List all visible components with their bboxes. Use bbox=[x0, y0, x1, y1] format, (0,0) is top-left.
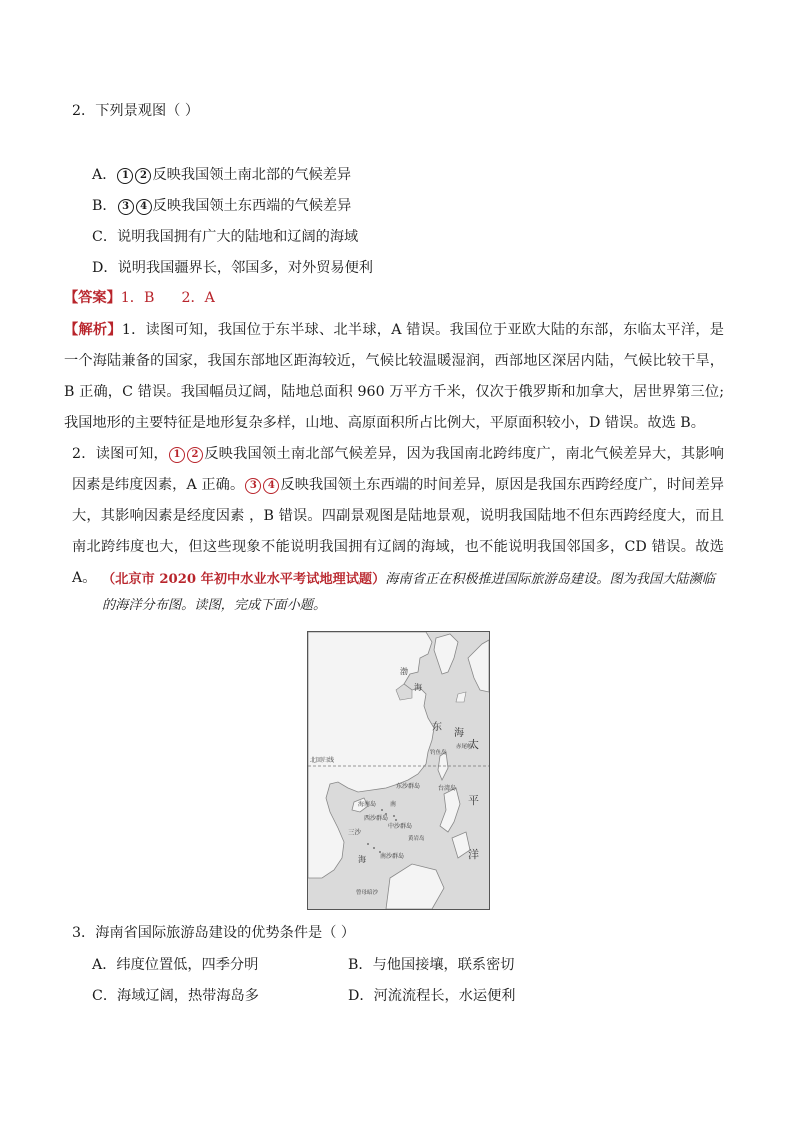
answer-tag: 【答案】 bbox=[64, 290, 121, 306]
answer-line bbox=[64, 288, 724, 308]
map-label-tai: 太 bbox=[468, 738, 479, 751]
sea-distribution-map bbox=[307, 631, 490, 910]
map-label-bohai: 渤 bbox=[400, 667, 408, 676]
circled-number: 3 bbox=[118, 199, 134, 215]
circled-number: 1 bbox=[169, 447, 185, 463]
map-label-tropic: 北回归线 bbox=[310, 757, 335, 764]
option-letter: D． bbox=[92, 260, 118, 276]
option-text: 说明我国拥有广大的陆地和辽阔的海域 bbox=[117, 229, 359, 245]
option-text: 反映我国领土东西端的气候差异 bbox=[152, 198, 352, 214]
question-3-stem: 3．海南省国际旅游岛建设的优势条件是（ ） bbox=[72, 925, 356, 941]
option-text: 说明我国疆界长，邻国多，对外贸易便利 bbox=[117, 260, 373, 276]
map-label-hai2: 海 bbox=[358, 855, 366, 864]
circled-number: 2 bbox=[187, 447, 203, 463]
q3-option-c: C．海域辽阔，热带海岛多 bbox=[92, 988, 259, 1004]
map-label-huangyan: 黄岩岛 bbox=[408, 836, 425, 842]
map-label-ping: 平 bbox=[468, 794, 479, 807]
option-text: 反映我国领土南北部的气候差异 bbox=[152, 167, 352, 183]
analysis-text: 反映我国领土南北部气候差异，因为我国南北跨纬度广，南北气候差异大，其影响因素是纬度因素，A 正确。 bbox=[72, 446, 724, 493]
circled-number: 4 bbox=[136, 199, 152, 215]
q2-option-d bbox=[92, 258, 752, 278]
circled-number: 4 bbox=[263, 478, 279, 494]
map-label-diaoyu: 钓鱼岛 bbox=[430, 750, 447, 756]
option-letter: C． bbox=[92, 229, 118, 245]
map-label-hai: 海 bbox=[454, 728, 464, 739]
map-label-zengmu: 曾母暗沙 bbox=[356, 890, 379, 896]
analysis-text-1: 1．读图可知，我国位于东半球、北半球，A 错误。我国位于亚欧大陆的东部，东临太平洋，是一个海陆兼备的国家，我国东部地区距海较近，气候比较温暖湿润，西部地区深居内陆，气候比较干旱，B 正确，C 错误。我国幅员辽阔，陆地总面积 960 万平方千米，仅次于俄罗斯和加拿大，居世界第三位; 我国地形的主要特征是地形复杂多样，山地、高原面积所占比例大，平原面积较小，D 错误。故选 B。 bbox=[64, 322, 724, 431]
map-label-yang: 洋 bbox=[468, 848, 479, 861]
question-2-stem: 2．下列景观图（ ） bbox=[72, 103, 200, 119]
option-letter: B． bbox=[92, 198, 117, 214]
source-name: （北京市 2020 年初中水业水平考试地理试题） bbox=[102, 572, 386, 587]
analysis-tag: 【解析】 bbox=[64, 322, 122, 338]
option-letter: A． bbox=[92, 167, 117, 183]
q2-option-b bbox=[92, 196, 752, 216]
answer-value: 1．B 2．A bbox=[120, 290, 215, 306]
source-text: 海南省正在积极推进国际旅游岛建设。图为我国大陆濒临的海洋分布图。读图，完成下面小题。 bbox=[102, 572, 715, 613]
q3-option-d: D．河流流程长，水运便利 bbox=[348, 988, 516, 1004]
map-label-xisha: 西沙群岛 bbox=[364, 815, 389, 822]
map-label-dongsha: 东沙群岛 bbox=[396, 783, 421, 790]
q2-option-a bbox=[92, 165, 752, 185]
map-label-nan: 南 bbox=[390, 801, 397, 808]
q3-option-b: B．与他国接壤，联系密切 bbox=[348, 957, 515, 973]
map-svg bbox=[308, 632, 489, 909]
circled-number: 2 bbox=[135, 168, 151, 184]
analysis-text: 反映我国领土东西端的时间差异，原因是我国东西跨经度广，时间差异大，其影响因素是经度因素 ，B 错误。四副景观图是陆地景观，说明我国陆地不但东西跨经度大，而且南北跨纬度也大，但这些现象不能说明我国拥有辽阔的海域，也不能说明我国邻国多，CD 错误。故选 A。 bbox=[72, 477, 724, 586]
map-label-hainan: 海南岛 bbox=[358, 801, 377, 808]
circled-number: 3 bbox=[245, 478, 261, 494]
map-label-sansha: 三沙 bbox=[348, 828, 361, 836]
map-label-taiwan: 台湾岛 bbox=[438, 785, 457, 792]
q2-option-c bbox=[92, 227, 752, 247]
map-label-chiwei: 赤尾屿 bbox=[456, 744, 473, 750]
circled-number: 1 bbox=[117, 168, 133, 184]
source-intro bbox=[102, 567, 722, 619]
map-label-nansha: 南沙群岛 bbox=[380, 853, 405, 860]
map-label-zhongsha: 中沙群岛 bbox=[388, 823, 413, 830]
analysis-text: 2．读图可知， bbox=[72, 446, 168, 462]
map-label-dong: 东 bbox=[432, 722, 442, 733]
map-label-huanghai: 海 bbox=[414, 683, 422, 692]
q3-option-a: A．纬度位置低，四季分明 bbox=[92, 957, 259, 973]
analysis-paragraph-1 bbox=[64, 315, 724, 439]
